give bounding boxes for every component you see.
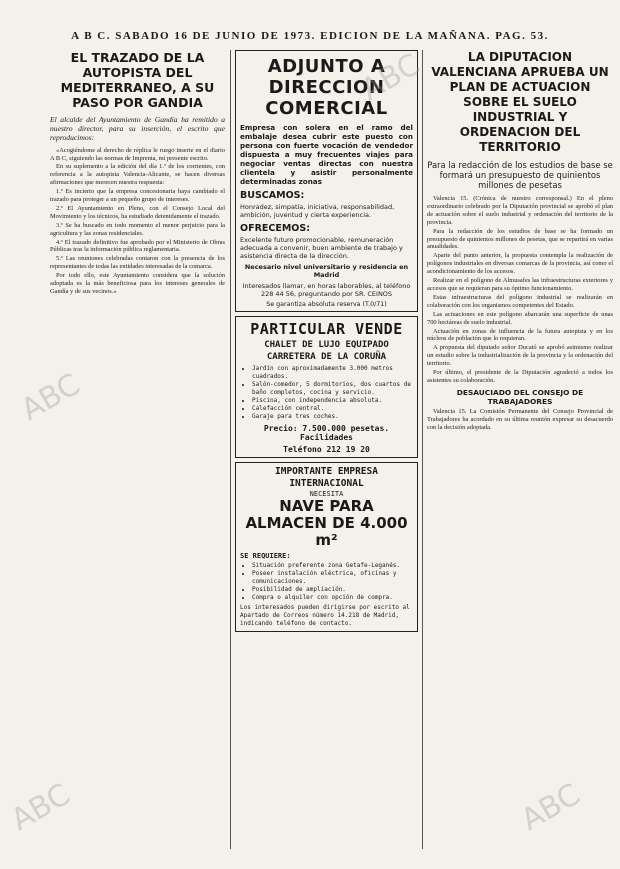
page-header: A B C. SABADO 16 DE JUNIO DE 1973. EDICION DE LA MAÑANA. PAG. 53. xyxy=(71,30,549,42)
warehouse-ad-requirements xyxy=(252,562,413,602)
paragraph: Por todo ello, este Ayuntamiento considera que la solución adoptada es la más beneficiosa para los intereses generales de Gandía y de sus vecinos.» xyxy=(50,272,225,296)
chalet-ad-price: Precio: 7.500.000 pesetas. Facilidades xyxy=(263,424,390,442)
job-ad-contact: Interesados llamar, en horas laborables, al teléfono 228 44 56, preguntando por SR. CEINOS xyxy=(242,282,411,298)
job-ad-offer-text: Excelente futuro promocionable, remuneración adecuada a convenir, buen ambiente de trabajo y asistencia directa de la dirección. xyxy=(240,236,403,260)
requirement-item: • Compra o alquiler con opción de compra. xyxy=(252,594,413,602)
job-ad-requirement: Necesario nivel universitario y residencia en Madrid xyxy=(244,263,409,279)
paragraph: Actuación en zonas de influencia de la futura autopista y en los núcleos de población que lo requieran. xyxy=(427,327,613,343)
left-body xyxy=(50,147,225,296)
job-ad-intro: Empresa con solera en el ramo del embalaje desea cubrir este puesto con persona con fuerte vocación de vendedor dispuesta a muy frecuentes viajes para negociar ventas directas con nuestra clientela y asistir personalmente determinadas zonas xyxy=(240,123,413,186)
chalet-ad-subtitle: CHALET DE LUJO EQUIPADO xyxy=(264,340,389,350)
paragraph: Las actuaciones en este polígono abarcarán una superficie de unas 700 hectáreas de suelo industrial. xyxy=(427,310,613,326)
paragraph: 5.º Las reuniones celebradas contaron con la presencia de los representantes de todas las entidades interesadas de la comarca. xyxy=(50,255,225,271)
warehouse-ad-company: IMPORTANTE EMPRESA INTERNACIONAL xyxy=(275,466,378,489)
middle-column xyxy=(235,50,418,850)
watermark: ABC xyxy=(355,46,427,109)
job-ad-seeking-text: Honradez, simpatía, iniciativa, responsabilidad, ambición, juventud y cierta experiencia. xyxy=(240,203,395,219)
warehouse-ad-box xyxy=(235,462,418,632)
warehouse-ad-requirements-heading: SE REQUIERE: xyxy=(240,552,291,560)
feature-item: • Calefacción central. xyxy=(252,405,413,413)
warehouse-ad-contact: Los interesados pueden dirigirse por escrito al Apartado de Correos número 14.218 de Madrid, indicando teléfono de contacto. xyxy=(240,604,410,627)
chalet-ad-location: CARRETERA DE LA CORUÑA xyxy=(266,352,387,362)
watermark: ABC xyxy=(515,776,587,839)
paragraph: Realizar en el polígono de Almusafes las infraestructuras exteriores y accesos que se requieran para su óptimo funcionamiento. xyxy=(427,277,613,292)
paragraph: Valencia 15. La Comisión Permanente del Consejo Provincial de Trabajadores ha acordado en su última reunión expresar su desacuerdo con la decisión adoptada. xyxy=(427,407,613,431)
right-headline: LA DIPUTACION VALENCIANA APRUEBA UN PLAN DE ACTUACION SOBRE EL SUELO INDUSTRIAL Y ORDENACION DEL TERRITORIO xyxy=(431,50,609,154)
right-column xyxy=(427,50,613,850)
job-ad-seeking-heading: BUSCAMOS: xyxy=(240,190,305,201)
left-lead: El alcalde del Ayuntamiento de Gandía ha remitido a nuestro director, para su inserción, el escrito que reproducimos: xyxy=(50,115,225,143)
requirement-item: • Situación preferente zona Getafe-Leganés. xyxy=(252,562,413,570)
chalet-ad-title: PARTICULAR VENDE xyxy=(250,320,403,338)
right-subheadline: Para la redacción de los estudios de base se formará un presupuesto de quinientos millones de pesetas xyxy=(427,160,613,190)
job-ad-reserve: Se garantiza absoluta reserva (T.0/71) xyxy=(266,301,387,308)
job-ad-title: ADJUNTO A DIRECCION COMERCIAL xyxy=(265,56,388,119)
paragraph: 1.º Es incierto que la empresa concesionaria haya cambiado el trazado para proteger a un pequeño grupo de intereses. xyxy=(50,188,225,204)
column-rule xyxy=(422,50,423,849)
paragraph: «Acogiéndome al derecho de réplica le ruego inserte en el diario A B C, siguiendo las normas de Imprenta, mi presente escrito. xyxy=(50,146,225,162)
job-ad-offer-heading: OFRECEMOS: xyxy=(240,223,311,234)
watermark: ABC xyxy=(15,366,87,429)
feature-item: • Jardín con aproximadamente 3.000 metros cuadrados. xyxy=(252,365,413,381)
paragraph: 2.º El Ayuntamiento en Pleno, con el Consejo Local del Movimiento y los técnicos, ha estudiado detenidamente el trazado. xyxy=(50,204,225,220)
feature-item: • Salón-comedor, 5 dormitorios, dos cuartos de baño completos, cocina y servicio. xyxy=(252,381,413,397)
feature-item: • Piscina, con independencia absoluta. xyxy=(252,397,413,405)
chalet-ad-features xyxy=(252,365,413,421)
chalet-ad-phone: Teléfono 212 19 20 xyxy=(283,445,370,454)
paragraph: Para la redacción de los estudios de base se ha formado un presupuesto de quinientos millones de pesetas, que se repartirá en varias anualidades. xyxy=(427,227,613,251)
paragraph: En su suplemento a la edición del día 1.º de los corrientes, con referencia a la autopista Valencia-Alicante, se hacen diversas afirmaciones que merecen nuestra respuesta: xyxy=(50,163,225,187)
paragraph: 4.º El trazado definitivo fue aprobado por el Ministerio de Obras Públicas tras la información pública reglamentaria. xyxy=(50,238,225,254)
paragraph: Por último, el presidente de la Diputación agradeció a todos los asistentes su colaboración. xyxy=(427,369,613,384)
section-heading: DESAUCIADO DEL CONSEJO DE TRABAJADORES xyxy=(456,387,584,406)
right-body xyxy=(427,195,613,385)
column-rule xyxy=(230,50,231,849)
warehouse-ad-title: NAVE PARA ALMACEN DE 4.000 m² xyxy=(245,497,408,549)
paragraph: 3.º Se ha buscado en todo momento el menor perjuicio para la agricultura y las zonas residenciales. xyxy=(50,221,225,237)
feature-item: • Garaje para tres coches. xyxy=(252,413,413,421)
paragraph: A propuesta del diputado señor Ducató se aprobó asimismo realizar un estudio sobre la industrialización de la provincia y la ordenación del territorio. xyxy=(427,344,613,368)
left-column xyxy=(50,50,225,850)
paragraph: Estas infraestructuras del polígono industrial se realizarán en colaboración con los organismos competentes del Estado. xyxy=(427,293,613,309)
requirement-item: • Posibilidad de ampliación. xyxy=(252,586,413,594)
left-headline: EL TRAZADO DE LA AUTOPISTA DEL MEDITERRANEO, A SU PASO POR GANDIA xyxy=(60,50,215,110)
chalet-ad-box xyxy=(235,316,418,458)
watermark: ABC xyxy=(5,776,77,839)
warehouse-ad-needs: NECESITA xyxy=(309,490,344,498)
section-body xyxy=(427,408,613,432)
requirement-item: • Poseer instalación eléctrica, oficinas y comunicaciones. xyxy=(252,570,413,586)
paragraph: Aparte del punto anterior, la propuesta contempla la realización de polígonos industriales en diversas comarcas de la provincia, así como el acondicionamiento de los accesos. xyxy=(427,252,613,276)
paragraph: Valencia 15. (Crónica de nuestro corresponsal.) En el pleno extraordinario celebrado por la Diputación provincial se aprobó el plan de actuación sobre el suelo industrial y ordenación del territorio de la provincia. xyxy=(427,195,613,226)
